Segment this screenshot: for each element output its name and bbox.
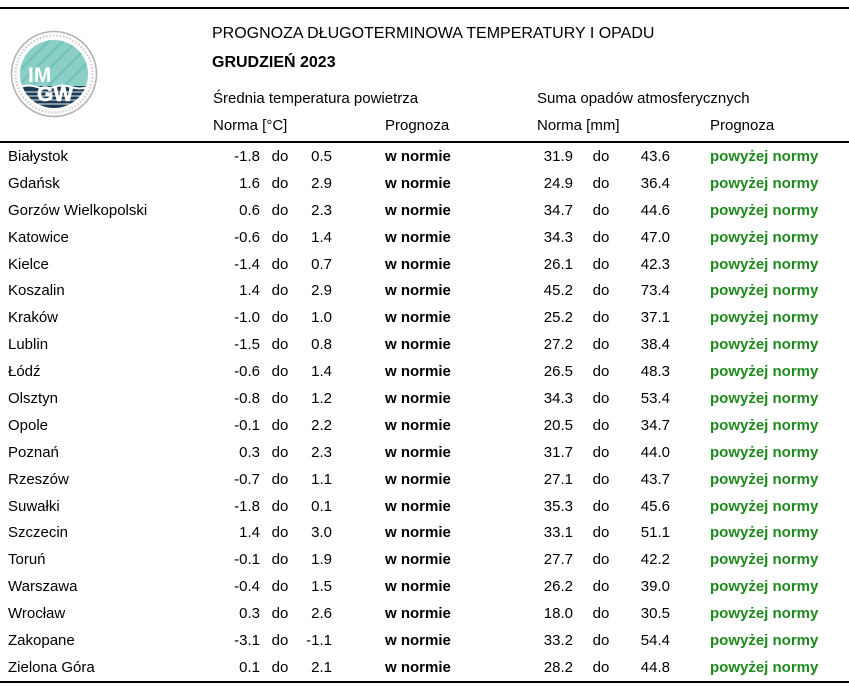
range-separator: do (592, 443, 610, 461)
temp-norm-high: 2.6 (311, 605, 332, 623)
table-row (0, 304, 849, 331)
group-header-precipitation: Suma opadów atmosferycznych (537, 89, 750, 107)
precip-norm-low: 26.1 (543, 255, 573, 273)
precip-norm-high: 42.2 (640, 551, 670, 569)
precip-norm-high: 48.3 (640, 363, 670, 381)
city-name: Szczecin (8, 524, 69, 542)
temp-forecast: w normie (385, 416, 451, 434)
range-separator: do (271, 282, 289, 300)
precip-norm-low: 25.2 (543, 309, 573, 327)
range-separator: do (271, 228, 289, 246)
temp-forecast: w normie (385, 282, 451, 300)
range-separator: do (271, 309, 289, 327)
city-name: Wrocław (8, 605, 66, 623)
precip-norm-low: 33.1 (543, 524, 573, 542)
precip-forecast: powyżej normy (710, 201, 819, 219)
temp-norm-high: 2.1 (311, 658, 332, 676)
forecast-table-body (0, 143, 849, 681)
table-row (0, 277, 849, 304)
range-separator: do (592, 201, 610, 219)
city-name: Suwałki (8, 497, 60, 515)
precip-norm-low: 34.7 (543, 201, 573, 219)
precip-norm-high: 44.0 (640, 443, 670, 461)
temp-forecast: w normie (385, 443, 451, 461)
precip-norm-high: 44.8 (640, 658, 670, 676)
range-separator: do (592, 282, 610, 300)
temp-forecast: w normie (385, 336, 451, 354)
precip-norm-high: 38.4 (640, 336, 670, 354)
temp-norm-low: -1.5 (234, 336, 260, 354)
city-name: Zielona Góra (8, 658, 95, 676)
table-row (0, 519, 849, 546)
page-subtitle: GRUDZIEŃ 2023 (212, 54, 336, 71)
range-separator: do (271, 631, 289, 649)
range-separator: do (592, 309, 610, 327)
table-row (0, 412, 849, 439)
table-row (0, 197, 849, 224)
range-separator: do (592, 631, 610, 649)
precip-norm-high: 30.5 (640, 605, 670, 623)
temp-norm-high: 2.3 (311, 201, 332, 219)
precip-norm-high: 36.4 (640, 174, 670, 192)
range-separator: do (592, 524, 610, 542)
temp-norm-low: -1.8 (234, 497, 260, 515)
city-name: Koszalin (8, 282, 65, 300)
temp-forecast: w normie (385, 363, 451, 381)
temp-forecast: w normie (385, 389, 451, 407)
precip-norm-low: 26.2 (543, 578, 573, 596)
city-name: Kraków (8, 309, 59, 327)
precip-forecast: powyżej normy (710, 174, 819, 192)
temp-norm-low: -1.8 (234, 147, 260, 165)
precip-norm-high: 39.0 (640, 578, 670, 596)
temp-forecast: w normie (385, 174, 451, 192)
range-separator: do (271, 443, 289, 461)
logo-text-im: IM (28, 64, 52, 87)
range-separator: do (271, 201, 289, 219)
table-row (0, 143, 849, 170)
table-row (0, 224, 849, 251)
table-row (0, 251, 849, 278)
temp-norm-high: 1.1 (311, 470, 332, 488)
range-separator: do (592, 363, 610, 381)
temp-forecast: w normie (385, 631, 451, 649)
temp-norm-high: 1.9 (311, 551, 332, 569)
table-row (0, 358, 849, 385)
range-separator: do (592, 336, 610, 354)
city-name: Łódź (8, 363, 41, 381)
col-header-precip-forecast: Prognoza (710, 116, 775, 134)
precip-norm-low: 18.0 (543, 605, 573, 623)
precip-forecast: powyżej normy (710, 658, 819, 676)
range-separator: do (592, 228, 610, 246)
table-row (0, 170, 849, 197)
precip-norm-low: 34.3 (543, 389, 573, 407)
range-separator: do (271, 497, 289, 515)
temp-norm-low: -0.8 (234, 389, 260, 407)
precip-forecast: powyżej normy (710, 282, 819, 300)
temp-norm-low: 0.3 (239, 443, 260, 461)
range-separator: do (592, 470, 610, 488)
temp-forecast: w normie (385, 605, 451, 623)
range-separator: do (592, 658, 610, 676)
city-name: Opole (8, 416, 49, 434)
city-name: Warszawa (8, 578, 78, 596)
temp-norm-high: 2.9 (311, 174, 332, 192)
precip-forecast: powyżej normy (710, 389, 819, 407)
city-name: Lublin (8, 336, 49, 354)
range-separator: do (271, 255, 289, 273)
page-title: PROGNOZA DŁUGOTERMINOWA TEMPERATURY I OPADU (212, 25, 655, 42)
logo-text-gw: GW (37, 83, 74, 106)
precip-norm-low: 31.7 (543, 443, 573, 461)
city-name: Gorzów Wielkopolski (8, 201, 148, 219)
temp-forecast: w normie (385, 255, 451, 273)
precip-norm-low: 31.9 (543, 147, 573, 165)
precip-norm-high: 53.4 (640, 389, 670, 407)
precip-norm-high: 73.4 (640, 282, 670, 300)
temp-norm-high: 2.3 (311, 443, 332, 461)
range-separator: do (271, 389, 289, 407)
precip-norm-high: 34.7 (640, 416, 670, 434)
temp-norm-low: -0.1 (234, 416, 260, 434)
range-separator: do (271, 605, 289, 623)
table-row (0, 573, 849, 600)
precip-norm-high: 47.0 (640, 228, 670, 246)
col-header-precip-norm: Norma [mm] (537, 116, 620, 134)
city-name: Rzeszów (8, 470, 69, 488)
temp-norm-low: 0.6 (239, 201, 260, 219)
range-separator: do (271, 147, 289, 165)
temp-forecast: w normie (385, 309, 451, 327)
temp-norm-high: 0.5 (311, 147, 332, 165)
precip-norm-high: 42.3 (640, 255, 670, 273)
range-separator: do (592, 416, 610, 434)
temp-norm-high: 3.0 (311, 524, 332, 542)
temp-forecast: w normie (385, 201, 451, 219)
table-row (0, 654, 849, 681)
temp-norm-low: -1.0 (234, 309, 260, 327)
temp-norm-high: 2.9 (311, 282, 332, 300)
range-separator: do (592, 389, 610, 407)
range-separator: do (592, 578, 610, 596)
range-separator: do (271, 551, 289, 569)
group-header-temperature: Średnia temperatura powietrza (213, 89, 419, 107)
city-name: Gdańsk (8, 174, 60, 192)
range-separator: do (592, 551, 610, 569)
precip-norm-low: 34.3 (543, 228, 573, 246)
temp-forecast: w normie (385, 578, 451, 596)
table-row (0, 546, 849, 573)
precip-forecast: powyżej normy (710, 309, 819, 327)
precip-norm-low: 27.1 (543, 470, 573, 488)
precip-forecast: powyżej normy (710, 551, 819, 569)
temp-norm-high: 1.4 (311, 363, 332, 381)
precip-forecast: powyżej normy (710, 605, 819, 623)
table-row (0, 493, 849, 520)
city-name: Białystok (8, 147, 69, 165)
range-separator: do (592, 255, 610, 273)
temp-norm-low: 0.3 (239, 605, 260, 623)
precip-norm-low: 28.2 (543, 658, 573, 676)
table-row (0, 385, 849, 412)
range-separator: do (592, 605, 610, 623)
top-divider (0, 7, 849, 9)
precip-forecast: powyżej normy (710, 578, 819, 596)
temp-norm-low: -3.1 (234, 631, 260, 649)
temp-forecast: w normie (385, 658, 451, 676)
precip-norm-high: 44.6 (640, 201, 670, 219)
city-name: Kielce (8, 255, 49, 273)
precip-forecast: powyżej normy (710, 363, 819, 381)
precip-norm-high: 45.6 (640, 497, 670, 515)
temp-norm-low: 1.4 (239, 282, 260, 300)
temp-norm-high: 1.2 (311, 389, 332, 407)
temp-norm-low: -1.4 (234, 255, 260, 273)
temp-forecast: w normie (385, 497, 451, 515)
precip-norm-low: 33.2 (543, 631, 573, 649)
table-row (0, 439, 849, 466)
range-separator: do (271, 174, 289, 192)
temp-norm-high: 2.2 (311, 416, 332, 434)
col-header-temp-norm: Norma [°C] (213, 116, 288, 134)
precip-norm-low: 27.2 (543, 336, 573, 354)
temp-forecast: w normie (385, 470, 451, 488)
temp-forecast: w normie (385, 228, 451, 246)
precip-forecast: powyżej normy (710, 470, 819, 488)
range-separator: do (271, 416, 289, 434)
precip-forecast: powyżej normy (710, 416, 819, 434)
city-name: Zakopane (8, 631, 75, 649)
precip-forecast: powyżej normy (710, 497, 819, 515)
city-name: Olsztyn (8, 389, 59, 407)
precip-norm-low: 26.5 (543, 363, 573, 381)
precip-norm-low: 35.3 (543, 497, 573, 515)
temp-norm-low: 1.4 (239, 524, 260, 542)
temp-norm-low: -0.6 (234, 228, 260, 246)
range-separator: do (271, 658, 289, 676)
city-name: Toruń (8, 551, 46, 569)
city-name: Poznań (8, 443, 59, 461)
precip-norm-low: 27.7 (543, 551, 573, 569)
range-separator: do (592, 174, 610, 192)
range-separator: do (271, 524, 289, 542)
precip-norm-high: 43.7 (640, 470, 670, 488)
temp-norm-low: -0.1 (234, 551, 260, 569)
range-separator: do (271, 578, 289, 596)
precip-forecast: powyżej normy (710, 147, 819, 165)
temp-forecast: w normie (385, 551, 451, 569)
temp-norm-high: 0.1 (311, 497, 332, 515)
precip-forecast: powyżej normy (710, 228, 819, 246)
precip-forecast: powyżej normy (710, 255, 819, 273)
temp-forecast: w normie (385, 524, 451, 542)
precip-norm-high: 37.1 (640, 309, 670, 327)
precip-forecast: powyżej normy (710, 631, 819, 649)
range-separator: do (592, 147, 610, 165)
temp-norm-high: 0.8 (311, 336, 332, 354)
imgw-logo (10, 30, 98, 118)
precip-norm-high: 51.1 (640, 524, 670, 542)
range-separator: do (271, 470, 289, 488)
imgw-logo-graphic (10, 30, 98, 118)
temp-norm-high: 0.7 (311, 255, 332, 273)
precip-norm-low: 45.2 (543, 282, 573, 300)
temp-norm-low: -0.4 (234, 578, 260, 596)
precip-norm-low: 24.9 (543, 174, 573, 192)
table-row (0, 627, 849, 654)
precip-forecast: powyżej normy (710, 336, 819, 354)
temp-forecast: w normie (385, 147, 451, 165)
table-row (0, 600, 849, 627)
temp-norm-low: -0.7 (234, 470, 260, 488)
temp-norm-high: 1.0 (311, 309, 332, 327)
col-header-temp-forecast: Prognoza (385, 116, 450, 134)
temp-norm-low: 1.6 (239, 174, 260, 192)
table-row (0, 466, 849, 493)
table-row (0, 331, 849, 358)
precip-forecast: powyżej normy (710, 443, 819, 461)
precip-norm-high: 43.6 (640, 147, 670, 165)
bottom-divider (0, 681, 849, 683)
city-name: Katowice (8, 228, 69, 246)
temp-norm-high: 1.5 (311, 578, 332, 596)
temp-norm-low: -0.6 (234, 363, 260, 381)
precip-forecast: powyżej normy (710, 524, 819, 542)
temp-norm-high: -1.1 (306, 631, 332, 649)
range-separator: do (271, 336, 289, 354)
precip-norm-high: 54.4 (640, 631, 670, 649)
range-separator: do (592, 497, 610, 515)
range-separator: do (271, 363, 289, 381)
precip-norm-low: 20.5 (543, 416, 573, 434)
temp-norm-low: 0.1 (239, 658, 260, 676)
temp-norm-high: 1.4 (311, 228, 332, 246)
